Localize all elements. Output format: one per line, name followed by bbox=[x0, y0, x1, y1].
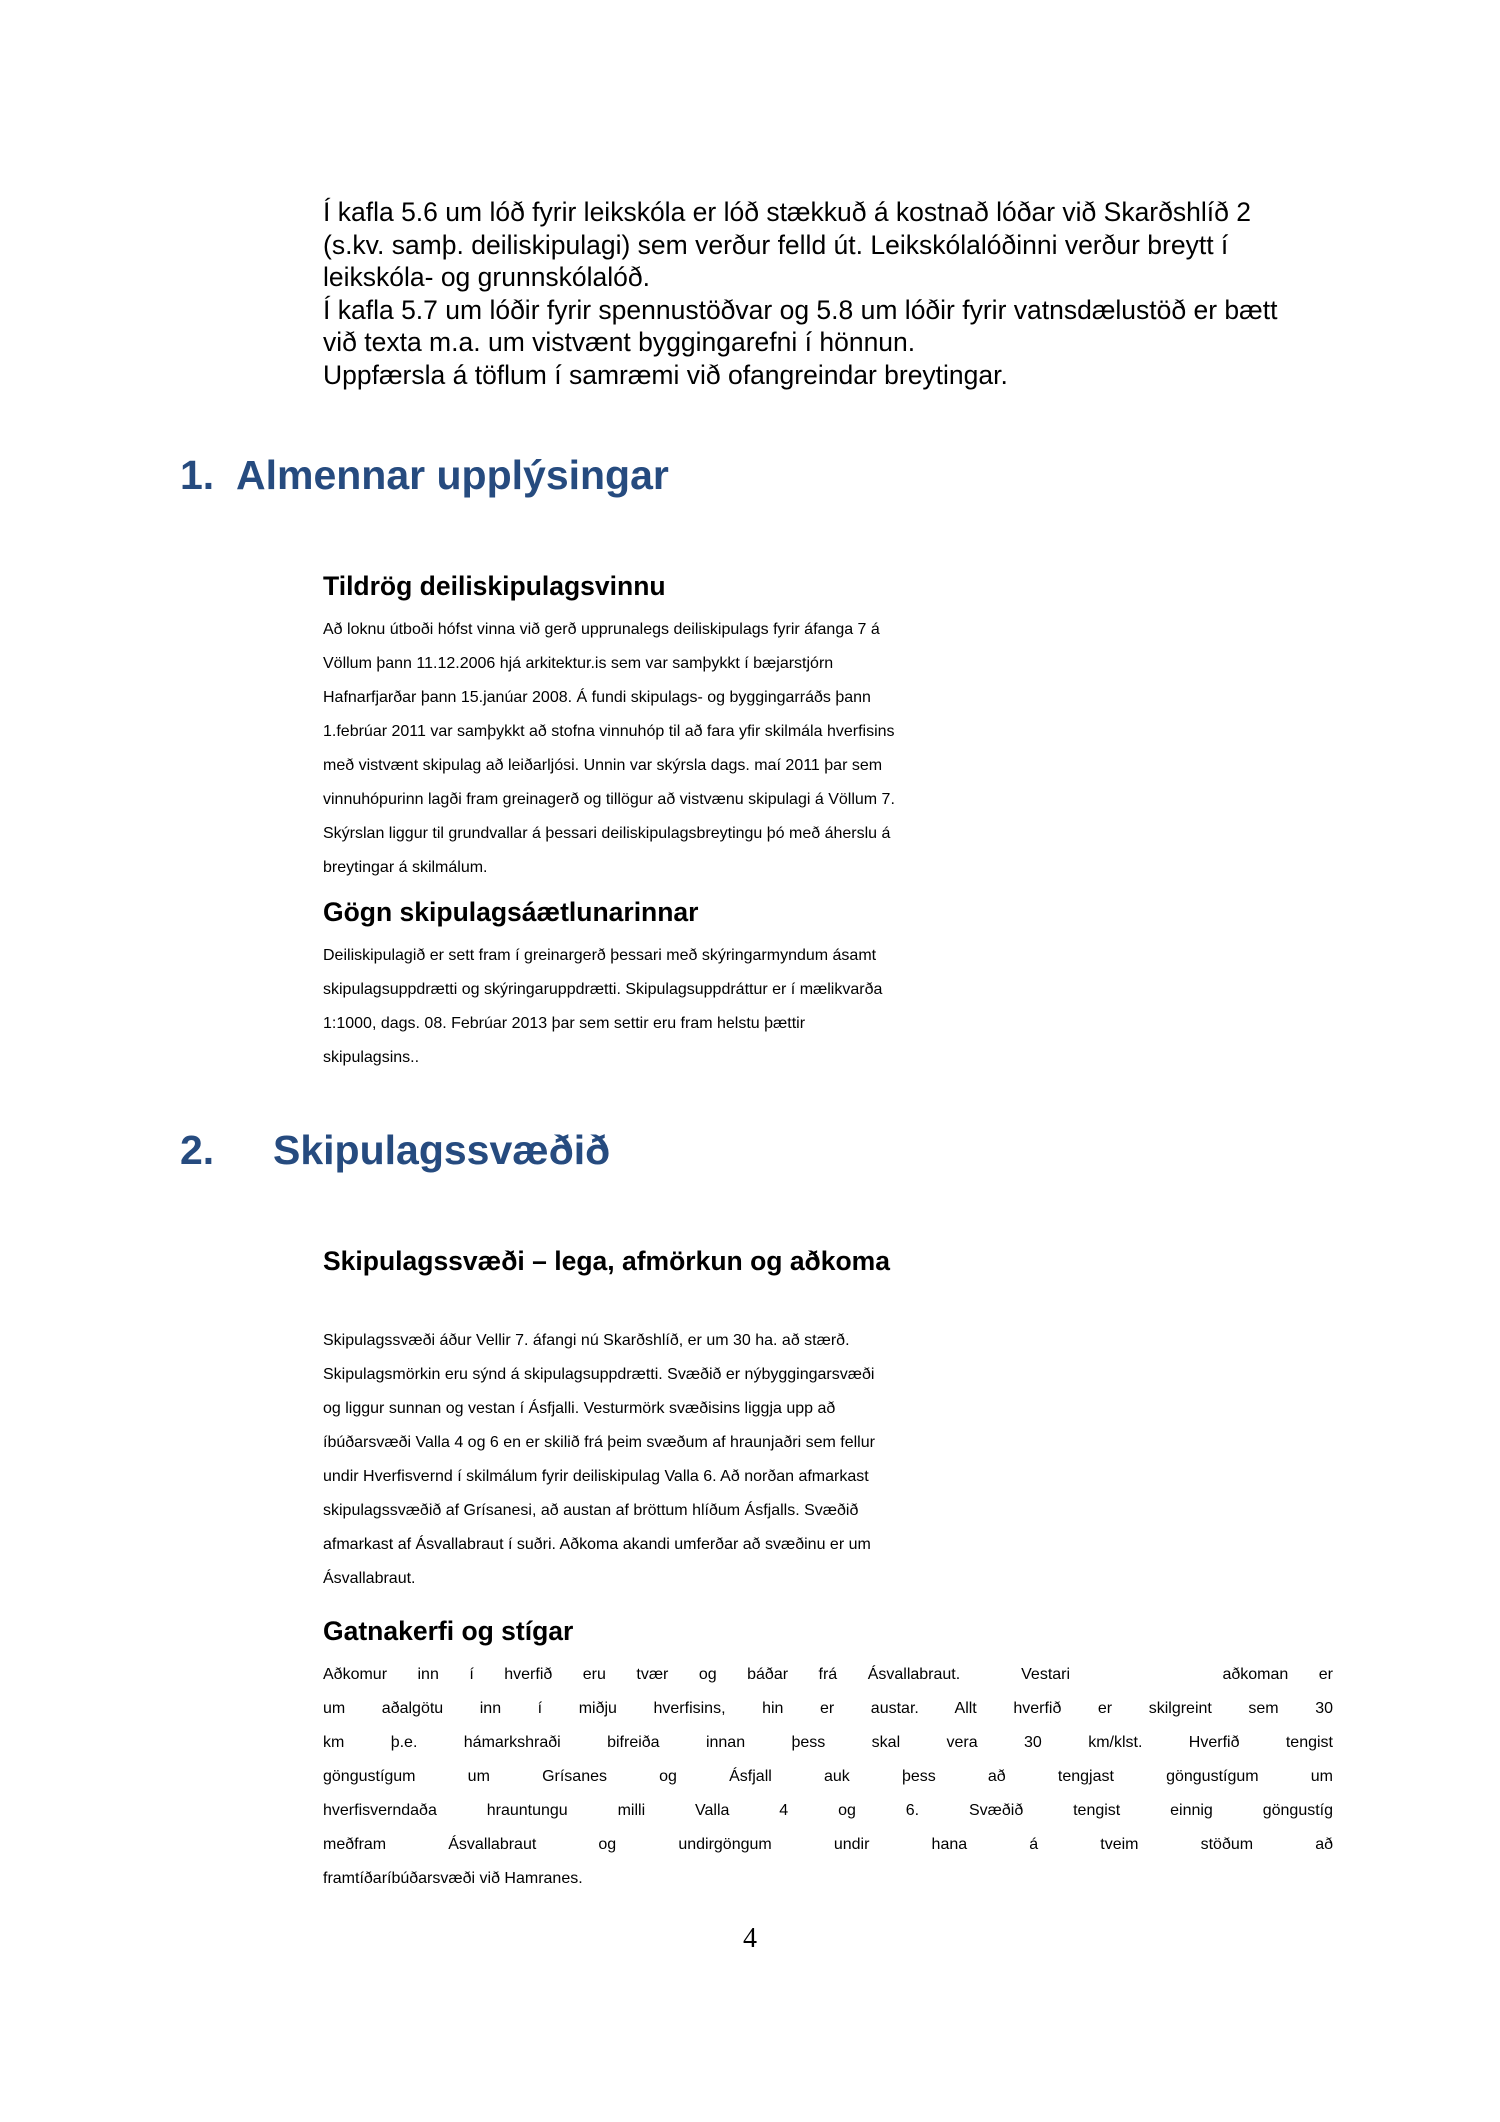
subsection-heading: Skipulagssvæði – lega, afmörkun og aðkoma bbox=[323, 1246, 890, 1276]
intro-line: Í kafla 5.6 um lóð fyrir leikskóla er lóð stækkuð á kostnað lóðar við Skarðshlíð 2 bbox=[323, 197, 1251, 227]
subsection-heading: Tildrög deiliskipulagsvinnu bbox=[323, 571, 666, 601]
body-line: Ásvallabraut. bbox=[323, 1570, 416, 1587]
subsection-gatnakerfi bbox=[323, 1615, 1333, 1904]
body-line: vinnuhópurinn lagði fram greinagerð og tillögur að vistvænu skipulagi á Völlum 7. bbox=[323, 790, 895, 808]
body-line: göngustígum um Grísanes og Ásfjall auk þess að tengjast göngustígum um bbox=[323, 1767, 1333, 1785]
body-line: með vistvænt skipulag að leiðarljósi. Unnin var skýrsla dags. maí 2011 þar sem bbox=[323, 756, 883, 774]
section-heading-2 bbox=[180, 1127, 610, 1174]
intro-line: (s.kv. samþ. deiliskipulagi) sem verður felld út. Leikskólalóðinni verður breytt í bbox=[323, 229, 1229, 260]
body-line: Skipulagsmörkin eru sýnd á skipulagsuppdrætti. Svæðið er nýbyggingarsvæði bbox=[323, 1366, 875, 1383]
body-line: framtíðaríbúðarsvæði við Hamranes. bbox=[323, 1869, 583, 1887]
section-number: 2. bbox=[180, 1127, 215, 1173]
body-line: 1.febrúar 2011 var samþykkt að stofna vinnuhóp til að fara yfir skilmála hverfisins bbox=[323, 722, 895, 740]
subsection-gogn bbox=[323, 896, 1333, 1083]
body-line: hverfisverndaða hrauntungu milli Valla 4 og 6. Svæðið tengist einnig göngustíg bbox=[323, 1801, 1333, 1819]
section-title: Almennar upplýsingar bbox=[236, 452, 669, 498]
body-line: Skýrslan liggur til grundvallar á þessari deiliskipulagsbreytingu þó með áherslu á bbox=[323, 824, 891, 842]
section-title: Skipulagssvæðið bbox=[273, 1127, 611, 1173]
body-line: meðfram Ásvallabraut og undirgöngum undir hana á tveim stöðum að bbox=[323, 1835, 1333, 1853]
body-line: skipulagsuppdrætti og skýringaruppdrætti. Skipulagsuppdráttur er í mælikvarða bbox=[323, 980, 883, 998]
subsection-heading: Gögn skipulagsáætlunarinnar bbox=[323, 897, 699, 927]
body-line: skipulagsins.. bbox=[323, 1048, 420, 1066]
intro-line: Í kafla 5.7 um lóðir fyrir spennustöðvar og 5.8 um lóðir fyrir vatnsdælustöð er bætt bbox=[323, 294, 1278, 325]
body-line: Skipulagssvæði áður Vellir 7. áfangi nú Skarðshlíð, er um 30 ha. að stærð. bbox=[323, 1332, 850, 1349]
body-line: um aðalgötu inn í miðju hverfisins, hin er austar. Allt hverfið er skilgreint sem 30 bbox=[323, 1699, 1333, 1717]
body-line: breytingar á skilmálum. bbox=[323, 858, 488, 876]
section-number: 1. bbox=[180, 452, 215, 498]
body-line: og liggur sunnan og vestan í Ásfjalli. Vesturmörk svæðisins liggja upp að bbox=[323, 1400, 836, 1417]
intro-line: Uppfærsla á töflum í samræmi við ofangreindar breytingar. bbox=[323, 359, 1008, 390]
body-line: Að loknu útboði hófst vinna við gerð upprunalegs deiliskipulags fyrir áfanga 7 á bbox=[323, 620, 880, 638]
body-line: Deiliskipulagið er sett fram í greinargerð þessari með skýringarmyndum ásamt bbox=[323, 946, 877, 964]
body-line: skipulagssvæðið af Grísanesi, að austan af bröttum hlíðum Ásfjalls. Svæðið bbox=[323, 1502, 859, 1519]
body-line: íbúðarsvæði Valla 4 og 6 en er skilið frá þeim svæðum af hraunjaðri sem fellur bbox=[323, 1434, 875, 1451]
subsection-skipulagssvaedi-body bbox=[323, 1316, 1333, 1604]
body-line: Hafnarfjarðar þann 15.janúar 2008. Á fundi skipulags- og byggingarráðs þann bbox=[323, 688, 871, 706]
body-line: afmarkast af Ásvallabraut í suðri. Aðkoma akandi umferðar að svæðinu er um bbox=[323, 1536, 871, 1553]
subsection-tildrog bbox=[323, 570, 1333, 893]
intro-line: leikskóla- og grunnskólalóð. bbox=[323, 262, 651, 292]
page-number: 4 bbox=[743, 1923, 757, 1954]
subsection-skipulagssvaedi bbox=[323, 1245, 1333, 1278]
subsection-heading: Gatnakerfi og stígar bbox=[323, 1616, 574, 1646]
body-line: Aðkomur inn í hverfið eru tvær og báðar frá Ásvallabraut. Vestari aðkoman er bbox=[323, 1665, 1333, 1683]
intro-line: við texta m.a. um vistvænt byggingarefni í hönnun. bbox=[323, 327, 916, 357]
body-line: km þ.e. hámarkshraði bifreiða innan þess skal vera 30 km/klst. Hverfið tengist bbox=[323, 1733, 1333, 1751]
body-line: Völlum þann 11.12.2006 hjá arkitektur.is sem var samþykkt í bæjarstjórn bbox=[323, 654, 834, 672]
body-line: 1:1000, dags. 08. Febrúar 2013 þar sem settir eru fram helstu þættir bbox=[323, 1014, 806, 1032]
section-heading-1 bbox=[180, 452, 669, 499]
intro-text bbox=[323, 196, 1343, 391]
body-line: undir Hverfisvernd í skilmálum fyrir deiliskipulag Valla 6. Að norðan afmarkast bbox=[323, 1468, 869, 1485]
